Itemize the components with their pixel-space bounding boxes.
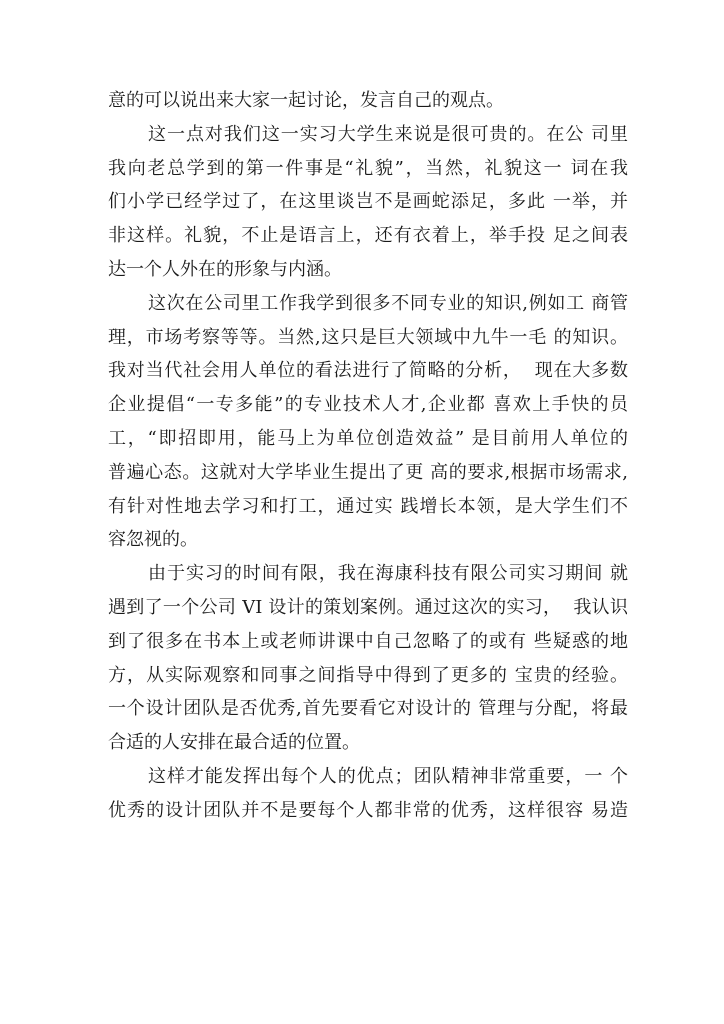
text-line: 我向老总学到的第一件事是“礼貌”，当然，礼貌这一 词在我: [108, 157, 628, 179]
text-line: 方，从实际观察和同事之间指导中得到了更多的 宝贵的经验。: [108, 664, 628, 686]
document-page: [108, 84, 628, 828]
text-line: 有针对性地去学习和打工，通过实 践增长本领，是大学生们不: [108, 495, 628, 517]
text-line: 合适的人安排在最合适的位置。: [108, 732, 360, 754]
text-line: 普遍心态。这就对大学毕业生提出了更 高的要求,根据市场需求,: [108, 461, 628, 483]
text-line: 企业提倡“一专多能”的专业技术人才,企业都 喜欢上手快的员: [108, 394, 628, 416]
text-line: 容忽视的。: [108, 529, 198, 551]
text-line: 我对当代社会用人单位的看法进行了简略的分析， 现在大多数: [108, 360, 628, 382]
text-line: 达一个人外在的形象与内涵。: [108, 258, 342, 280]
text-line: 们小学已经学过了，在这里谈岂不是画蛇添足，多此 一举，并: [108, 191, 628, 213]
text-line: 这一点对我们这一实习大学生来说是很可贵的。在公 司里: [148, 123, 628, 145]
text-line: 这次在公司里工作我学到很多不同专业的知识,例如工 商管: [148, 292, 628, 314]
text-line: 理，市场考察等等。当然,这只是巨大领域中九牛一毛 的知识。: [108, 326, 628, 348]
text-line: 到了很多在书本上或老师讲课中自己忽略了的或有 些疑惑的地: [108, 630, 628, 652]
text-line: 一个设计团队是否优秀,首先要看它对设计的 管理与分配，将最: [108, 698, 628, 720]
text-line: 非这样。礼貌，不止是语言上，还有衣着上，举手投 足之间表: [108, 225, 628, 247]
text-line: 意的可以说出来大家一起讨论，发言自己的观点。: [108, 90, 504, 111]
text-line: 由于实习的时间有限，我在海康科技有限公司实习期间 就: [148, 563, 628, 585]
text-line: 遇到了一个公司 VI 设计的策划案例。通过这次的实习， 我认识: [108, 596, 628, 618]
text-line: 工，“即招即用，能马上为单位创造效益” 是目前用人单位的: [108, 427, 628, 449]
text-line: 优秀的设计团队并不是要每个人都非常的优秀，这样很容 易造: [108, 799, 628, 821]
text-line: 这样才能发挥出每个人的优点；团队精神非常重要，一 个: [148, 765, 628, 787]
